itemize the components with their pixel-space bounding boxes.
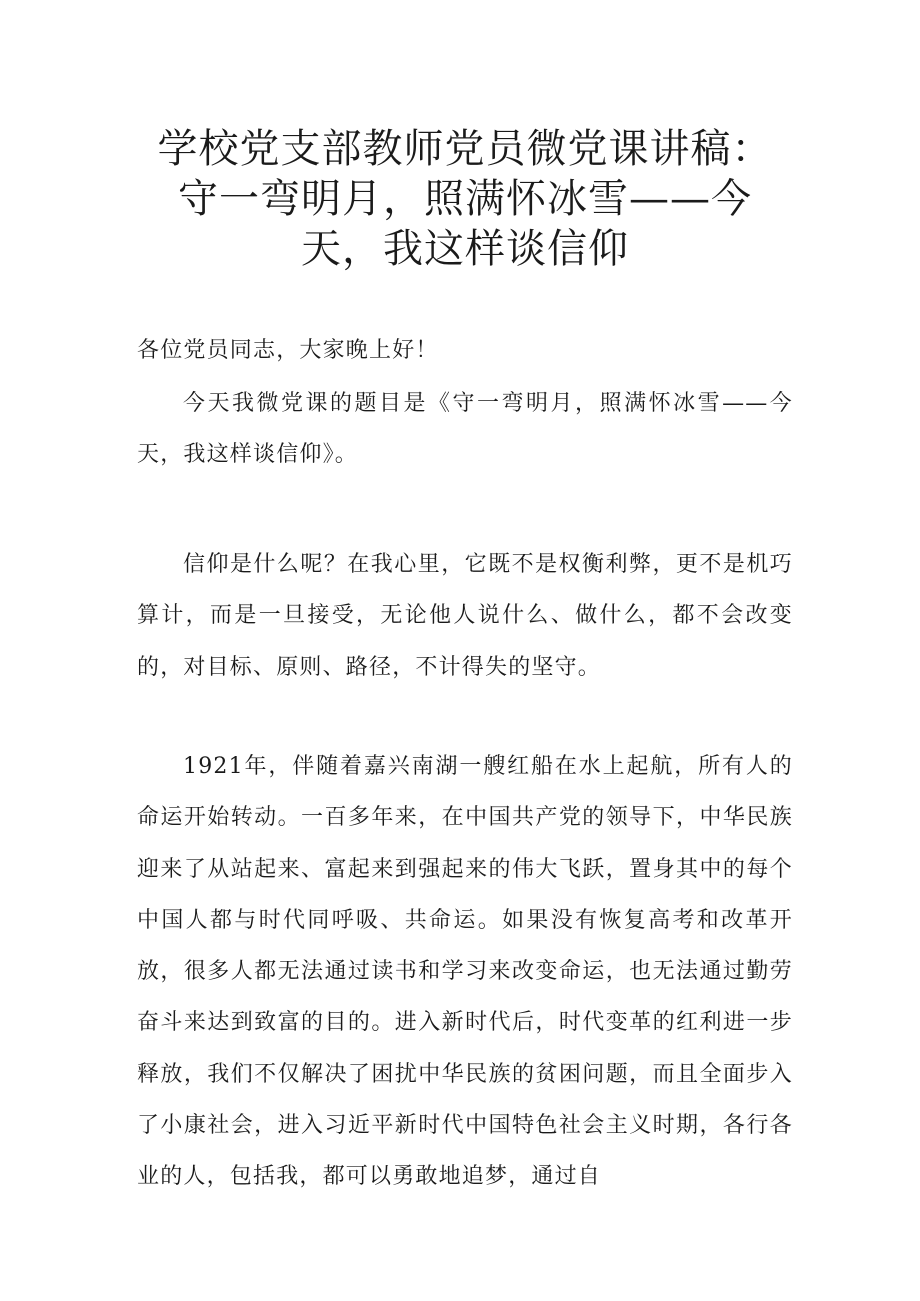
body-paragraph-faith-definition: 信仰是什么呢？在我心里，它既不是权衡利弊，更不是机巧算计，而是一旦接受，无论他人说什么、做什么，都不会改变的，对目标、原则、路径，不计得失的坚守。 [137, 552, 793, 680]
document-title: 学校党支部教师党员微党课讲稿：守一弯明月，照满怀冰雪——今天，我这样谈信仰 [157, 126, 773, 272]
greeting-paragraph: 各位党员同志，大家晚上好！ [137, 338, 439, 363]
body-paragraph-topic: 今天我微党课的题目是《守一弯明月，照满怀冰雪——今天，我这样谈信仰》。 [137, 391, 793, 468]
body-paragraph-history: 1921年，伴随着嘉兴南湖一艘红船在水上起航，所有人的命运开始转动。一百多年来，在中国共产党的领导下，中华民族迎来了从站起来、富起来到强起来的伟大飞跃，置身其中的每个中国人都与时代同呼吸、共命运。如果没有恢复高考和改革开放，很多人都无法通过读书和学习来改变命运，也无法通过勤劳奋斗来达到致富的目的。进入新时代后，时代变革的红利进一步释放，我们不仅解决了困扰中华民族的贫困问题，而且全面步入了小康社会，进入习近平新时代中国特色社会主义时期，各行各业的人，包括我，都可以勇敢地追梦，通过自 [137, 754, 793, 1190]
